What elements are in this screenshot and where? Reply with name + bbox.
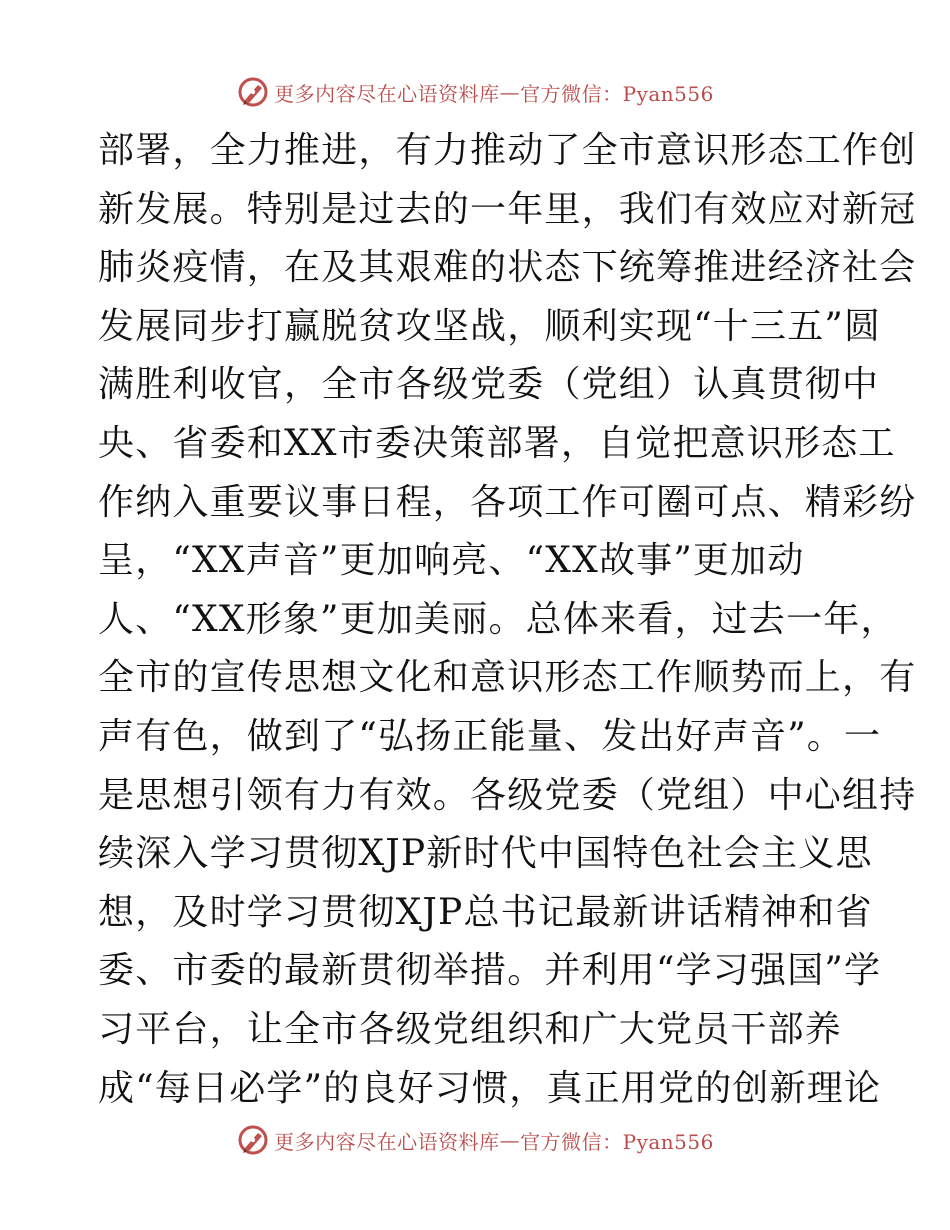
header-wechat-text: 官方微信：Pyan556 [520, 81, 714, 106]
text-line: 人、“XX形象”更加美丽。总体来看，过去一年， [98, 598, 898, 640]
header-site-text: 更多内容尽在心语资料库 [274, 81, 500, 106]
text-line: 委、市委的最新贯彻举措。并利用“学习强国”学 [98, 950, 882, 992]
text-line: 习平台，让全市各级党组织和广大党员干部养 [98, 1008, 843, 1050]
text-line: 全市的宣传思想文化和意识形态工作顺势而上，有 [98, 657, 917, 699]
text-line: 满胜利收官，全市各级党委（党组）认真贯彻中 [98, 364, 880, 406]
text-line: 是思想引领有力有效。各级党委（党组）中心组持 [98, 774, 917, 816]
footer-wechat-text: 官方微信：Pyan556 [520, 1129, 714, 1154]
text-line: 续深入学习贯彻XJP新时代中国特色社会主义思 [98, 833, 873, 875]
footer-site-text: 更多内容尽在心语资料库 [274, 1129, 500, 1154]
text-line: 声有色，做到了“弘扬正能量、发出好声音”。一 [98, 715, 882, 757]
text-line: 想，及时学习贯彻XJP总书记最新讲话精神和省 [98, 891, 873, 933]
text-line: 发展同步打赢脱贫攻坚战，顺利实现“十三五”圆 [98, 305, 882, 347]
pen-logo-icon [236, 75, 270, 109]
header-banner [0, 72, 950, 112]
text-line: 新发展。特别是过去的一年里，我们有效应对新冠 [98, 188, 917, 230]
footer-banner [0, 1120, 950, 1160]
footer-dash: — [499, 1128, 521, 1152]
text-line: 央、省委和XX市委决策部署，自觉把意识形态工 [98, 422, 896, 464]
text-line: 呈，“XX声音”更加响亮、“XX故事”更加动 [98, 540, 805, 582]
pen-logo-icon [236, 1123, 270, 1157]
header-dash: — [499, 80, 521, 104]
document-body [98, 122, 917, 1118]
text-line: 肺炎疫情，在及其艰难的状态下统筹推进经济社会 [98, 247, 917, 289]
text-line: 部署，全力推进，有力推动了全市意识形态工作创 [98, 130, 917, 171]
text-line: 作纳入重要议事日程，各项工作可圈可点、精彩纷 [98, 481, 917, 523]
text-line: 成“每日必学”的良好习惯，真正用党的创新理论 [98, 1067, 882, 1109]
